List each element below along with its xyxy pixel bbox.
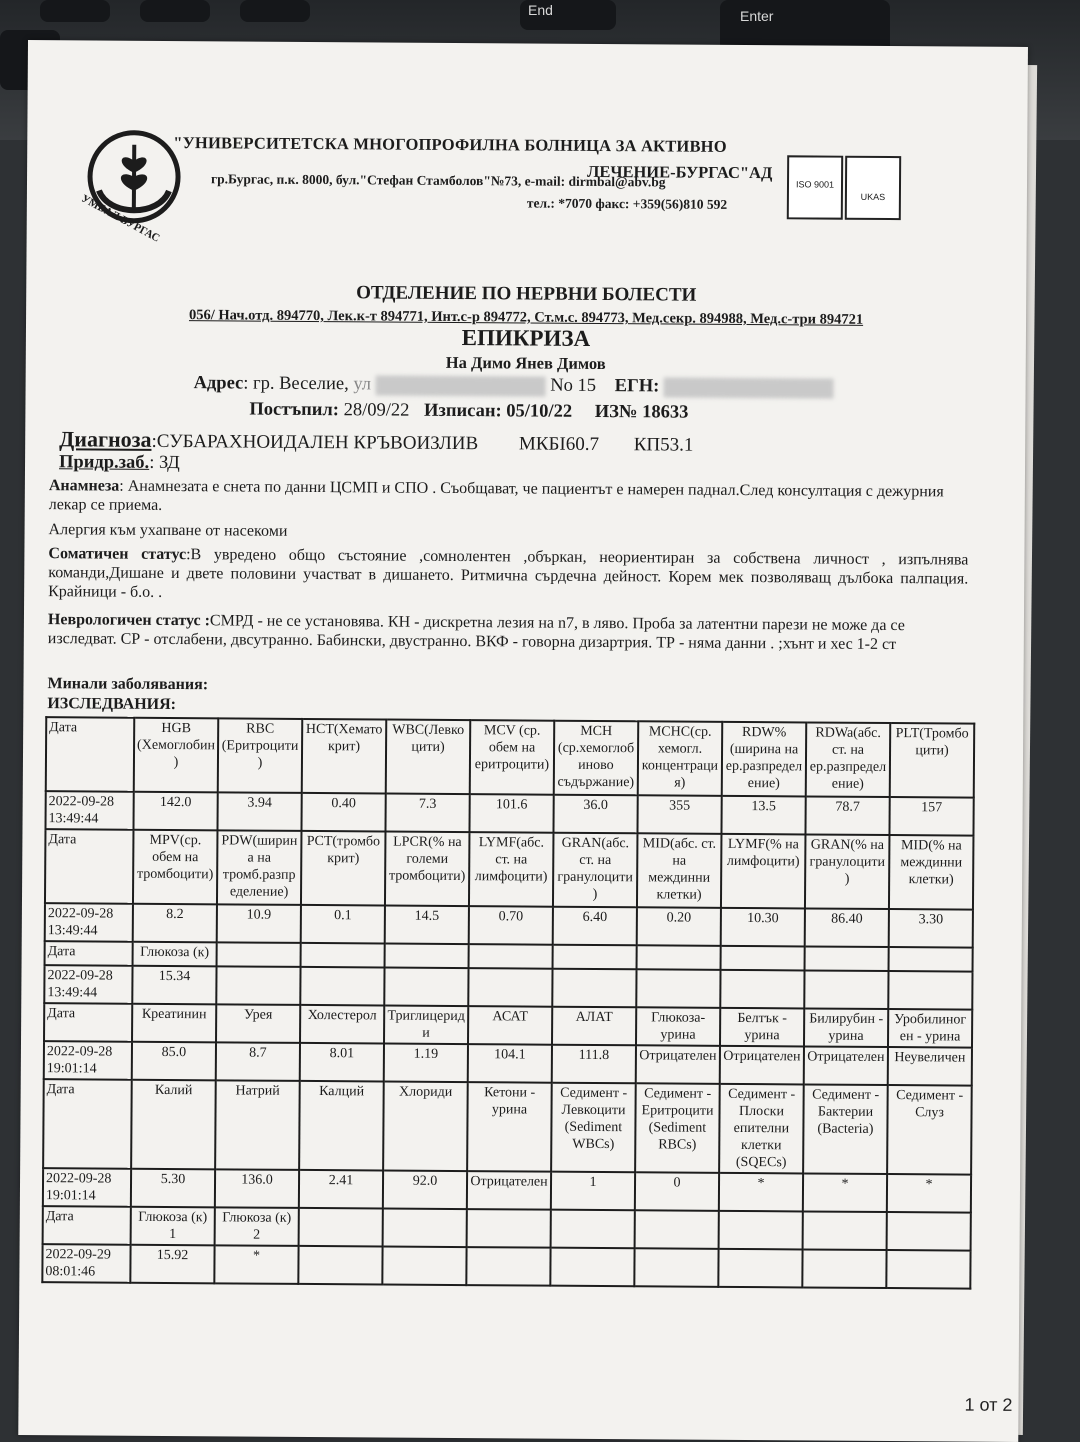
lab-header-row	[45, 829, 973, 909]
diagnosis-label: Диагноза	[59, 426, 152, 452]
lab-value-cell: 5.30	[131, 1169, 215, 1208]
lab-value-cell: 136.0	[215, 1169, 299, 1208]
lab-value-cell: 1.19	[384, 1044, 468, 1083]
lab-header-cell: LPCR(% на големи тромбоцити)	[385, 832, 470, 907]
lab-header-cell: PDW(ширина на тромб.разпределение)	[217, 830, 302, 905]
lab-value-cell: 13.5	[721, 796, 805, 835]
lab-header-cell: MPV(ср. обем на тромбоцити)	[133, 830, 218, 905]
lab-header-cell	[299, 1208, 383, 1247]
lab-value-cell: 0.20	[637, 907, 721, 946]
cert-ukas-label: UKAS	[860, 191, 886, 202]
lab-value-cell: Отрицателен	[636, 1045, 720, 1084]
ukas-certificate-icon	[845, 156, 901, 220]
lab-header-cell	[551, 1210, 635, 1249]
lab-value-cell: 1	[551, 1172, 635, 1211]
lab-value-cell: 3.30	[889, 909, 973, 948]
lab-header-cell	[887, 1212, 971, 1251]
comorbidity-value: : ЗД	[149, 452, 180, 474]
lab-value-cell	[634, 1248, 718, 1287]
lab-value-cell: 2.41	[299, 1170, 383, 1209]
redacted-street	[376, 375, 546, 396]
lab-header-cell: Седимент - Еритроцити (Sediment RBCs)	[635, 1083, 720, 1173]
lab-value-cell	[636, 969, 720, 1008]
lab-value-cell: Неувеличен	[888, 1047, 972, 1086]
lab-header-cell: LYMF(абс. ст. на лимфоцити)	[469, 832, 554, 907]
address-label: Адрес	[193, 373, 244, 394]
lab-header-cell: Кетони - урина	[467, 1082, 552, 1172]
lab-value-cell	[886, 1250, 970, 1289]
lab-value-cell	[384, 968, 468, 1007]
lab-date-header: Дата	[44, 1003, 132, 1042]
discharged-date: 05/10/22	[506, 401, 573, 422]
lab-value-cell: 78.7	[805, 796, 889, 835]
lab-header-cell: Седимент - Бактерии (Bacteria)	[803, 1084, 888, 1174]
lab-header-cell	[635, 1210, 719, 1249]
lab-header-cell	[553, 945, 637, 970]
lab-header-cell: Седимент - Плоски епителни клетки (SQECs)	[719, 1084, 804, 1174]
lab-value-cell: 157	[889, 797, 973, 836]
lab-header-cell: Калий	[131, 1080, 216, 1170]
lab-value-row	[45, 903, 973, 947]
hospital-phones: тел.: *7070 факс: +359(56)810 592	[526, 195, 728, 212]
lab-header-cell: MCH (ср.хемоглобиново съдържание)	[554, 721, 639, 796]
lab-header-cell	[469, 944, 553, 969]
lab-date-cell: 2022-09-28 19:01:14	[44, 1041, 132, 1080]
lab-value-cell	[300, 967, 384, 1006]
lab-header-cell: Билирубин - урина	[804, 1008, 888, 1047]
address-number: No 15	[550, 375, 597, 396]
lab-header-cell: Креатинин	[132, 1004, 216, 1043]
end-key: End	[520, 0, 616, 30]
lab-header-cell: GRAN(% на гранулоцити)	[805, 834, 890, 909]
lab-header-cell	[721, 946, 805, 971]
lab-header-cell: АЛАТ	[552, 1007, 636, 1046]
lab-date-cell: 2022-09-28 19:01:14	[43, 1168, 131, 1207]
lab-header-cell	[637, 945, 721, 970]
lab-date-header: Дата	[43, 1079, 132, 1169]
lab-header-cell: Урея	[216, 1004, 300, 1043]
lab-header-cell: Глюкоза (к) 1	[131, 1207, 215, 1246]
lab-header-cell: Холестерол	[300, 1005, 384, 1044]
lab-header-cell	[805, 946, 889, 971]
lab-value-cell: 85.0	[132, 1042, 216, 1081]
lab-value-cell: 10.9	[217, 904, 301, 943]
lab-value-cell	[550, 1248, 634, 1287]
redacted-egn	[664, 377, 834, 398]
lab-value-row	[44, 965, 972, 1009]
lab-header-cell: Глюкоза- урина	[636, 1007, 720, 1046]
neuro-text: СМРД - не се установява. КН - дискретна лезия на n7, в ляво. Проба за латентни парези не може да се изследват. СР - отслабени, двсутранно. Бабински, двустранно. ВКФ - говорна дизартрия. ТР - няма данни . ;хънт и хес 1-2 ст	[47, 612, 905, 654]
lab-value-cell: 7.3	[385, 794, 469, 833]
history-number: ИЗ№ 18633	[594, 401, 689, 423]
lab-header-cell	[383, 1209, 467, 1248]
lab-value-cell: 0.1	[301, 905, 385, 944]
staff-phone-line: 056/ Нач.отд. 894770, Лек.к-т 894771, Инт.с-р 894772, Ст.м.с. 894773, Мед.секр. 894988, Мед.с-три 894721	[188, 307, 864, 328]
lab-value-cell: 0.70	[469, 906, 553, 945]
lab-header-cell: PCT(тромбокрит)	[301, 831, 386, 906]
anamnesis-text: : Анамнезата е снета по данни ЦСМП и СПО . Съобщават, че пациентът е намерен паднал.След консултация с дежурния лекар се приема.	[48, 477, 944, 514]
lab-header-cell: MID(% на междинни клетки)	[889, 835, 974, 910]
lab-date-header: Дата	[46, 717, 135, 792]
mkb-code: МКБI60.7	[518, 433, 600, 455]
lab-value-cell: 104.1	[468, 1044, 552, 1083]
lab-results-table	[41, 716, 975, 1289]
lab-value-cell	[888, 971, 972, 1010]
lab-header-cell: RDWa(абс. ст. на ер.разпределение)	[806, 722, 891, 797]
somatic-label: Соматичен статус	[48, 545, 187, 564]
lab-value-cell: 86.40	[805, 908, 889, 947]
lab-value-cell: 92.0	[383, 1171, 467, 1210]
lab-header-cell: Калций	[299, 1081, 384, 1171]
lab-value-cell	[382, 1247, 466, 1286]
lab-header-cell: LYMF(% на лимфоцити)	[721, 834, 806, 909]
lab-date-cell: 2022-09-29 08:01:46	[42, 1244, 130, 1283]
lab-header-cell: HGB (Хемоглобин)	[134, 718, 219, 793]
lab-value-cell: 0.40	[301, 793, 385, 832]
lab-date-cell: 2022-09-28 13:49:44	[44, 965, 132, 1004]
lab-value-cell: Отрицателен	[467, 1171, 551, 1210]
lab-header-cell	[301, 943, 385, 968]
keyboard-key	[140, 0, 210, 22]
discharge-document	[18, 40, 1028, 1442]
lab-value-cell	[802, 1249, 886, 1288]
lab-value-cell: 15.34	[132, 966, 216, 1005]
logo-text: УМБАЛ БУРГАС	[79, 192, 162, 245]
lab-value-cell: 142.0	[133, 792, 217, 831]
lab-value-cell: 355	[637, 795, 721, 834]
hospital-address: гр.Бургас, п.к. 8000, бул."Стефан Стамболов"№73, e-mail: dirmbal@abv.bg	[210, 171, 666, 190]
department-title: ОТДЕЛЕНИЕ ПО НЕРВНИ БОЛЕСТИ	[356, 282, 697, 306]
diagnosis-value: :СУБАРАХНОИДАЛЕН КРЪВОИЗЛИВ	[151, 430, 479, 455]
lab-header-row	[44, 1003, 972, 1047]
iso-certificate-icon	[787, 155, 843, 219]
lab-header-cell: RBC (Еритроцити)	[218, 718, 303, 793]
clinical-path-code: КП53.1	[633, 434, 694, 456]
lab-date-cell: 2022-09-28 13:49:44	[45, 791, 133, 830]
lab-header-cell	[889, 947, 973, 972]
lab-value-cell: 0	[635, 1172, 719, 1211]
lab-header-cell: Глюкоза (к)	[133, 942, 217, 967]
allergy-line: Алергия към ухапване от насекоми	[48, 521, 288, 540]
lab-header-cell: RDW% (ширина на ер.разпределение)	[722, 722, 807, 797]
lab-value-cell: 8.7	[216, 1042, 300, 1081]
lab-header-cell: АСАТ	[468, 1006, 552, 1045]
past-diseases-label: Минали заболявания:	[47, 675, 209, 694]
lab-value-cell	[466, 1247, 550, 1286]
patient-name: На Димо Янев Димов	[445, 352, 606, 374]
lab-header-cell: MCV (ср. обем на еритроцити)	[470, 720, 555, 795]
lab-date-header: Дата	[45, 941, 133, 966]
admitted-date: 28/09/22	[343, 400, 410, 421]
lab-value-cell: *	[719, 1173, 803, 1212]
lab-date-cell: 2022-09-28 13:49:44	[45, 903, 133, 942]
lab-header-cell: MCHC(ср. хемогл. концентрация)	[638, 721, 723, 796]
page-number: 1 от 2	[964, 1394, 1013, 1415]
lab-value-cell: Отрицателен	[804, 1046, 888, 1085]
lab-value-cell: 14.5	[385, 906, 469, 945]
enter-key: Enter	[720, 0, 890, 66]
anamnesis-label: Анамнеза	[48, 477, 120, 495]
lab-value-cell: 15.92	[130, 1245, 214, 1284]
somatic-text: :В увредено общо състояние ,сомнолентен ,объркан, неориентиран за собствена личност , изпълнява команди,Дишане и двете половини участват в дишането. Ритмична сърдечна дейност. Корем мек позволяващ дълбока палпация. Крайници - б.о. .	[48, 546, 969, 601]
lab-value-cell	[720, 970, 804, 1009]
lab-value-cell: 6.40	[553, 907, 637, 946]
lab-header-cell: Хлориди	[383, 1082, 468, 1172]
lab-value-row	[42, 1244, 970, 1288]
lab-header-cell	[217, 942, 301, 967]
discharged-label: Изписан:	[423, 400, 502, 422]
lab-header-cell: Седимент - Левкоцити (Sediment WBCs)	[551, 1083, 636, 1173]
lab-value-cell: Отрицателен	[720, 1046, 804, 1085]
lab-date-header: Дата	[45, 829, 134, 904]
hospital-name-line1: "УНИВЕРСИТЕТСКА МНОГОПРОФИЛНА БОЛНИЦА ЗА АКТИВНО	[173, 133, 727, 156]
lab-value-cell: *	[214, 1245, 298, 1284]
lab-value-cell: 101.6	[469, 794, 553, 833]
lab-header-cell: Триглицериди	[384, 1006, 468, 1045]
lab-header-cell	[467, 1209, 551, 1248]
lab-value-cell: 36.0	[553, 795, 637, 834]
lab-header-cell: GRAN(абс. ст. на гранулоцити)	[553, 833, 638, 908]
lab-header-cell	[385, 944, 469, 969]
somatic-section	[48, 544, 968, 607]
lab-value-row	[44, 1041, 972, 1085]
admitted-label: Постъпил:	[249, 399, 340, 421]
neuro-section	[48, 610, 968, 654]
lab-date-header: Дата	[43, 1206, 131, 1245]
lab-header-row	[46, 717, 974, 797]
lab-header-cell: Седимент - Слуз	[887, 1085, 972, 1175]
lab-header-cell	[803, 1211, 887, 1250]
lab-value-cell	[552, 969, 636, 1008]
lab-header-cell: MID(абс. ст. на междинни клетки)	[637, 833, 722, 908]
lab-value-row	[43, 1168, 971, 1212]
address-street: ул	[353, 374, 372, 395]
address-line	[194, 373, 834, 398]
lab-value-cell: 8.01	[300, 1043, 384, 1082]
comorbidity-label: Придр.заб.	[58, 452, 150, 473]
lab-value-cell	[216, 966, 300, 1005]
lab-value-cell: *	[887, 1174, 971, 1213]
lab-header-cell: Глюкоза (к) 2	[215, 1207, 299, 1246]
lab-value-cell	[718, 1249, 802, 1288]
lab-value-cell	[804, 970, 888, 1009]
lab-header-cell: PLT(Тромбоцити)	[890, 723, 975, 798]
lab-header-row	[43, 1079, 972, 1174]
egn-label: ЕГН:	[614, 376, 660, 397]
document-title: ЕПИКРИЗА	[461, 325, 591, 351]
lab-header-cell	[719, 1211, 803, 1250]
lab-header-cell: WBC(Левкоцити)	[386, 720, 471, 795]
hospital-name-line2: ЛЕЧЕНИЕ-БУРГАС"АД	[587, 161, 773, 183]
lab-value-cell	[468, 968, 552, 1007]
lab-value-row	[45, 791, 973, 835]
lab-value-cell: 10.30	[721, 908, 805, 947]
lab-header-cell: Уробилиноген - урина	[888, 1009, 972, 1048]
anamnesis-section	[49, 476, 969, 520]
keyboard-key	[240, 0, 310, 22]
cert-iso-label: ISO 9001	[795, 179, 835, 190]
lab-header-row	[43, 1206, 971, 1250]
lab-value-cell: 8.2	[133, 904, 217, 943]
tests-label: ИЗСЛЕДВАНИЯ:	[47, 695, 177, 714]
dates-line	[249, 400, 688, 424]
lab-value-cell: 3.94	[217, 792, 301, 831]
lab-value-cell: 111.8	[552, 1045, 636, 1084]
comorbidity-line	[59, 452, 180, 474]
neuro-label: Неврологичен статус :	[47, 611, 211, 630]
lab-value-cell: *	[803, 1173, 887, 1212]
lab-header-cell: HCT(Хематокрит)	[302, 719, 387, 794]
keyboard-key	[40, 0, 110, 22]
address-value: : гр. Веселие,	[243, 373, 349, 395]
lab-header-cell: Натрий	[215, 1080, 300, 1170]
lab-value-cell	[298, 1246, 382, 1285]
lab-header-cell: Белтък - урина	[720, 1008, 804, 1047]
